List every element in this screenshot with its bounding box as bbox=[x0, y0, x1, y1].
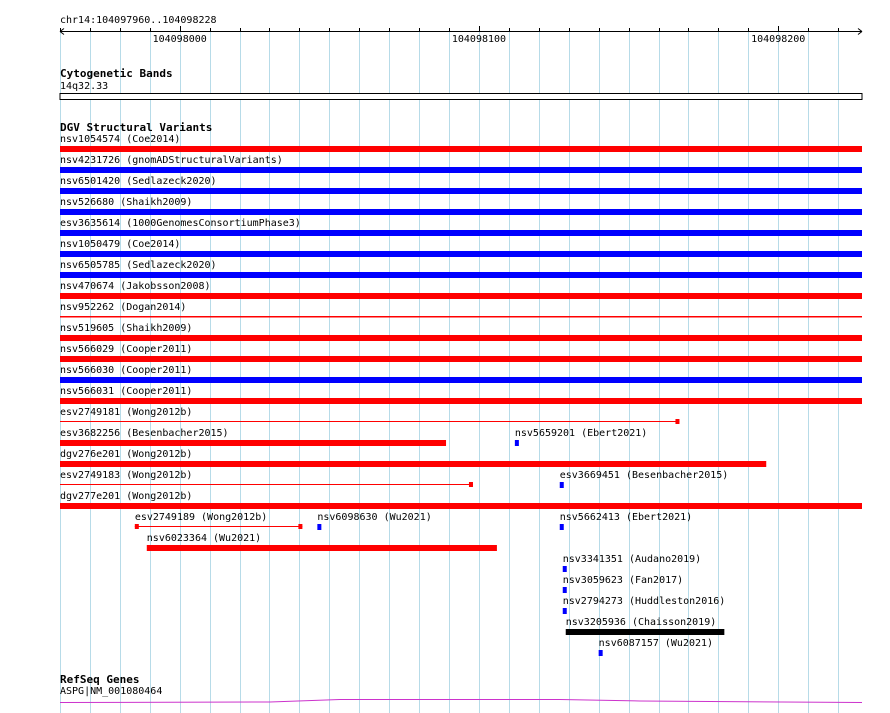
variant-bar-nsv6501420[interactable] bbox=[60, 188, 862, 194]
variant-bar-nsv3341351[interactable] bbox=[563, 566, 567, 572]
variant-label-esv3635614[interactable]: esv3635614 (1000GenomesConsortiumPhase3) bbox=[60, 218, 301, 229]
variant-cap-start-esv2749189 bbox=[135, 524, 139, 529]
cytogenetic-track-title: Cytogenetic Bands bbox=[60, 67, 173, 80]
ruler-tick-label: 104098100 bbox=[451, 34, 507, 45]
variant-bar-nsv6098630[interactable] bbox=[317, 524, 321, 530]
variant-label-nsv1050479[interactable]: nsv1050479 (Coe2014) bbox=[60, 239, 181, 250]
dgv-track-title: DGV Structural Variants bbox=[60, 121, 213, 134]
variant-bar-nsv6023364[interactable] bbox=[147, 545, 497, 551]
variant-label-nsv5662413[interactable]: nsv5662413 (Ebert2021) bbox=[559, 512, 693, 523]
variant-label-nsv519605[interactable]: nsv519605 (Shaikh2009) bbox=[60, 323, 193, 334]
variant-bar-nsv566029[interactable] bbox=[60, 356, 862, 362]
locus-coordinates: chr14:104097960..104098228 bbox=[60, 15, 217, 26]
variant-label-nsv470674[interactable]: nsv470674 (Jakobsson2008) bbox=[60, 281, 211, 292]
variant-bar-nsv3059623[interactable] bbox=[563, 587, 567, 593]
variant-bar-esv2749183[interactable] bbox=[60, 484, 473, 485]
variant-bar-nsv566031[interactable] bbox=[60, 398, 862, 404]
variant-bar-nsv3205936[interactable] bbox=[566, 629, 725, 635]
variant-bar-esv3669451[interactable] bbox=[560, 482, 564, 488]
variant-cap-end-esv2749189 bbox=[298, 524, 302, 529]
variant-label-nsv4231726[interactable]: nsv4231726 (gnomADStructuralVariants) bbox=[60, 155, 283, 166]
variant-label-esv2749183[interactable]: esv2749183 (Wong2012b) bbox=[60, 470, 193, 481]
variant-bar-nsv470674[interactable] bbox=[60, 293, 862, 299]
variant-label-nsv6505785[interactable]: nsv6505785 (Sedlazeck2020) bbox=[60, 260, 217, 271]
ruler-tick-label: 104098000 bbox=[152, 34, 207, 45]
ruler-tick-label: 104098200 bbox=[751, 34, 806, 45]
variant-label-nsv1054574[interactable]: nsv1054574 (Coe2014) bbox=[60, 134, 181, 145]
variant-label-nsv6087157[interactable]: nsv6087157 (Wu2021) bbox=[598, 638, 714, 649]
cytoband-bar[interactable] bbox=[60, 94, 862, 100]
refseq-gene-label[interactable]: ASPG|NM_001080464 bbox=[60, 686, 163, 697]
refseq-gene-line[interactable] bbox=[60, 700, 862, 703]
variant-bar-nsv526680[interactable] bbox=[60, 209, 862, 215]
variant-label-esv3682256[interactable]: esv3682256 (Besenbacher2015) bbox=[60, 428, 229, 439]
variant-cap-end-esv2749181 bbox=[675, 419, 679, 424]
variant-bar-esv2749181[interactable] bbox=[60, 421, 679, 422]
variant-label-dgv277e201[interactable]: dgv277e201 (Wong2012b) bbox=[60, 491, 193, 502]
variant-label-nsv526680[interactable]: nsv526680 (Shaikh2009) bbox=[60, 197, 193, 208]
variant-cap-end-esv2749183 bbox=[469, 482, 473, 487]
variant-label-esv2749189[interactable]: esv2749189 (Wong2012b) bbox=[134, 512, 268, 523]
variant-label-esv3669451[interactable]: esv3669451 (Besenbacher2015) bbox=[559, 470, 729, 481]
variant-bar-nsv4231726[interactable] bbox=[60, 167, 862, 173]
variant-bar-dgv276e201[interactable] bbox=[60, 461, 766, 467]
cytoband-label[interactable]: 14q32.33 bbox=[60, 81, 109, 92]
variant-bar-esv3682256[interactable] bbox=[60, 440, 446, 446]
variant-bar-nsv1050479[interactable] bbox=[60, 251, 862, 257]
variant-label-nsv3341351[interactable]: nsv3341351 (Audano2019) bbox=[562, 554, 702, 565]
variant-bar-nsv952262[interactable] bbox=[60, 316, 862, 318]
variant-bar-esv3635614[interactable] bbox=[60, 230, 862, 236]
variant-bar-nsv2794273[interactable] bbox=[563, 608, 567, 614]
variant-bar-dgv277e201[interactable] bbox=[60, 503, 862, 509]
variant-bar-nsv5662413[interactable] bbox=[560, 524, 564, 530]
variant-bar-nsv1054574[interactable] bbox=[60, 146, 862, 152]
variant-bar-esv2749189[interactable] bbox=[135, 526, 303, 527]
variant-label-nsv3205936[interactable]: nsv3205936 (Chaisson2019) bbox=[565, 617, 717, 628]
variant-label-nsv5659201[interactable]: nsv5659201 (Ebert2021) bbox=[514, 428, 648, 439]
variant-label-nsv6098630[interactable]: nsv6098630 (Wu2021) bbox=[317, 512, 432, 523]
variant-bar-nsv5659201[interactable] bbox=[515, 440, 519, 446]
variant-label-esv2749181[interactable]: esv2749181 (Wong2012b) bbox=[60, 407, 193, 418]
variant-label-nsv2794273[interactable]: nsv2794273 (Huddleston2016) bbox=[562, 596, 726, 607]
variant-label-dgv276e201[interactable]: dgv276e201 (Wong2012b) bbox=[60, 449, 193, 460]
variant-label-nsv566030[interactable]: nsv566030 (Cooper2011) bbox=[60, 365, 193, 376]
variant-label-nsv566031[interactable]: nsv566031 (Cooper2011) bbox=[60, 386, 193, 397]
variant-label-nsv6023364[interactable]: nsv6023364 (Wu2021) bbox=[146, 533, 262, 544]
refseq-track-title: RefSeq Genes bbox=[60, 673, 140, 686]
variant-label-nsv6501420[interactable]: nsv6501420 (Sedlazeck2020) bbox=[60, 176, 217, 187]
variant-bar-nsv566030[interactable] bbox=[60, 377, 862, 383]
variant-label-nsv952262[interactable]: nsv952262 (Dogan2014) bbox=[60, 302, 187, 313]
variant-label-nsv566029[interactable]: nsv566029 (Cooper2011) bbox=[60, 344, 193, 355]
variant-bar-nsv519605[interactable] bbox=[60, 335, 862, 341]
variant-bar-nsv6505785[interactable] bbox=[60, 272, 862, 278]
variant-bar-nsv6087157[interactable] bbox=[599, 650, 603, 656]
variant-label-nsv3059623[interactable]: nsv3059623 (Fan2017) bbox=[562, 575, 684, 586]
